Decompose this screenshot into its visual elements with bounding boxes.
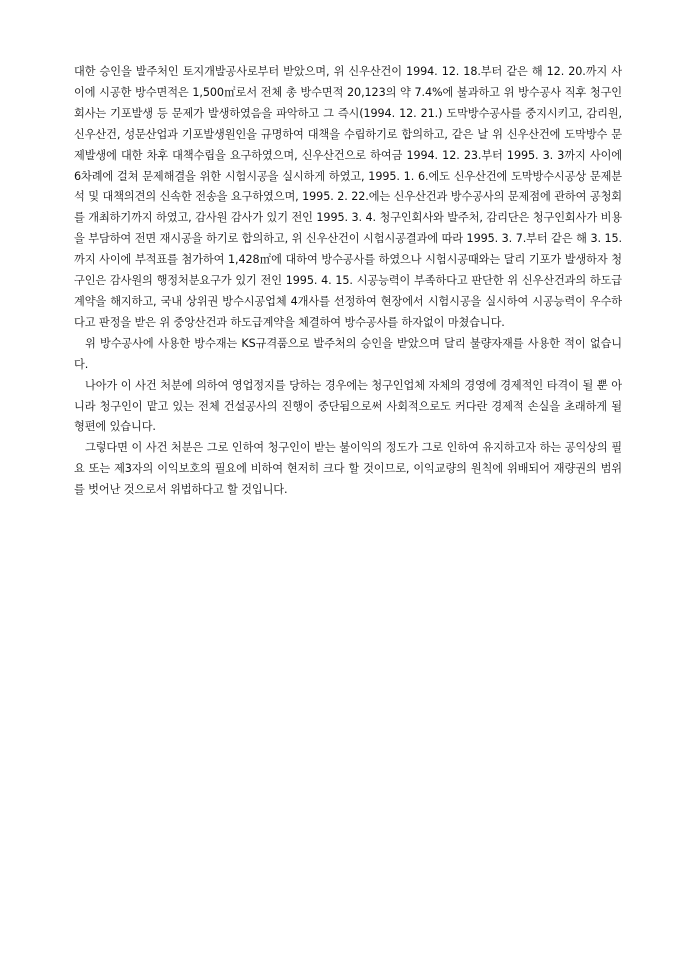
document-page (74, 62, 622, 501)
paragraph-continuation: 대한 승인을 발주처인 토지개발공사로부터 받았으며, 위 신우산건이 1994. 12. 18.부터 같은 해 12. 20.까지 사이에 시공한 방수면적은 1,500㎡로서 전체 총 방수면적 20,123의 약 7.4%에 불과하고 위 방수공사 직후 청구인회사는 기포발생 등 문제가 발생하였음을 파악하고 그 즉시(1994. 12. 21.) 도막방수공사를 중지시키고, 감리원, 신우산건, 성문산업과 기포발생원인을 규명하여 대책을 수립하기로 합의하고, 같은 날 위 신우산건에 도막방수 문제발생에 대한 차후 대책수립을 요구하였으며, 신우산건으로 하여금 1994. 12. 23.부터 1995. 3. 3까지 사이에 6차례에 걸쳐 문제해결을 위한 시험시공을 실시하게 하였고, 1995. 1. 6.에도 신우산건에 도막방수시공상 문제분석 및 대책의견의 신속한 전송을 요구하였으며, 1995. 2. 22.에는 신우산건과 방수공사의 문제점에 관하여 공청회를 개최하기까지 하였고, 감사원 감사가 있기 전인 1995. 3. 4. 청구인회사와 발주처, 감리단은 청구인회사가 비용을 부담하여 전면 재시공을 하기로 합의하고, 위 신우산건이 시험시공결과에 따라 1995. 3. 7.부터 같은 해 3. 15.까지 사이에 부적표를 첨가하여 1,428㎡에 대하여 방수공사를 하였으나 시험시공때와는 달리 기포가 발생하자 청구인은 감사원의 행정처분요구가 있기 전인 1995. 4. 15. 시공능력이 부족하다고 판단한 위 신우산건과의 하도급계약을 해지하고, 국내 상위권 방수시공업체 4개사를 선정하여 현장에서 시험시공을 실시하여 시공능력이 우수하다고 판정을 받은 위 중앙산건과 하도급계약을 체결하여 방수공사를 하자없이 마쳤습니다. (74, 65, 622, 329)
paragraph-economic-damage: 나아가 이 사건 처분에 의하여 영업정지를 당하는 경우에는 청구인업체 자체의 경영에 경제적인 타격이 될 뿐 아니라 청구인이 맡고 있는 전체 건설공사의 진행이 중단됨으로써 사회적으로도 커다란 경제적 손실을 초래하게 될 형편에 있습니다. (74, 378, 622, 434)
paragraph-conclusion: 그렇다면 이 사건 처분은 그로 인하여 청구인이 받는 불이익의 정도가 그로 인하여 유지하고자 하는 공익상의 필요 또는 제3자의 이익보호의 필요에 비하여 현저히 크다 할 것이므로, 이익교량의 원칙에 위배되어 재량권의 범위를 벗어난 것으로서 위법하다고 할 것입니다. (74, 441, 622, 497)
paragraph-waterproof-material: 위 방수공사에 사용한 방수재는 KS규격품으로 발주처의 승인을 받았으며 달리 불량자재를 사용한 적이 없습니다. (74, 336, 622, 371)
